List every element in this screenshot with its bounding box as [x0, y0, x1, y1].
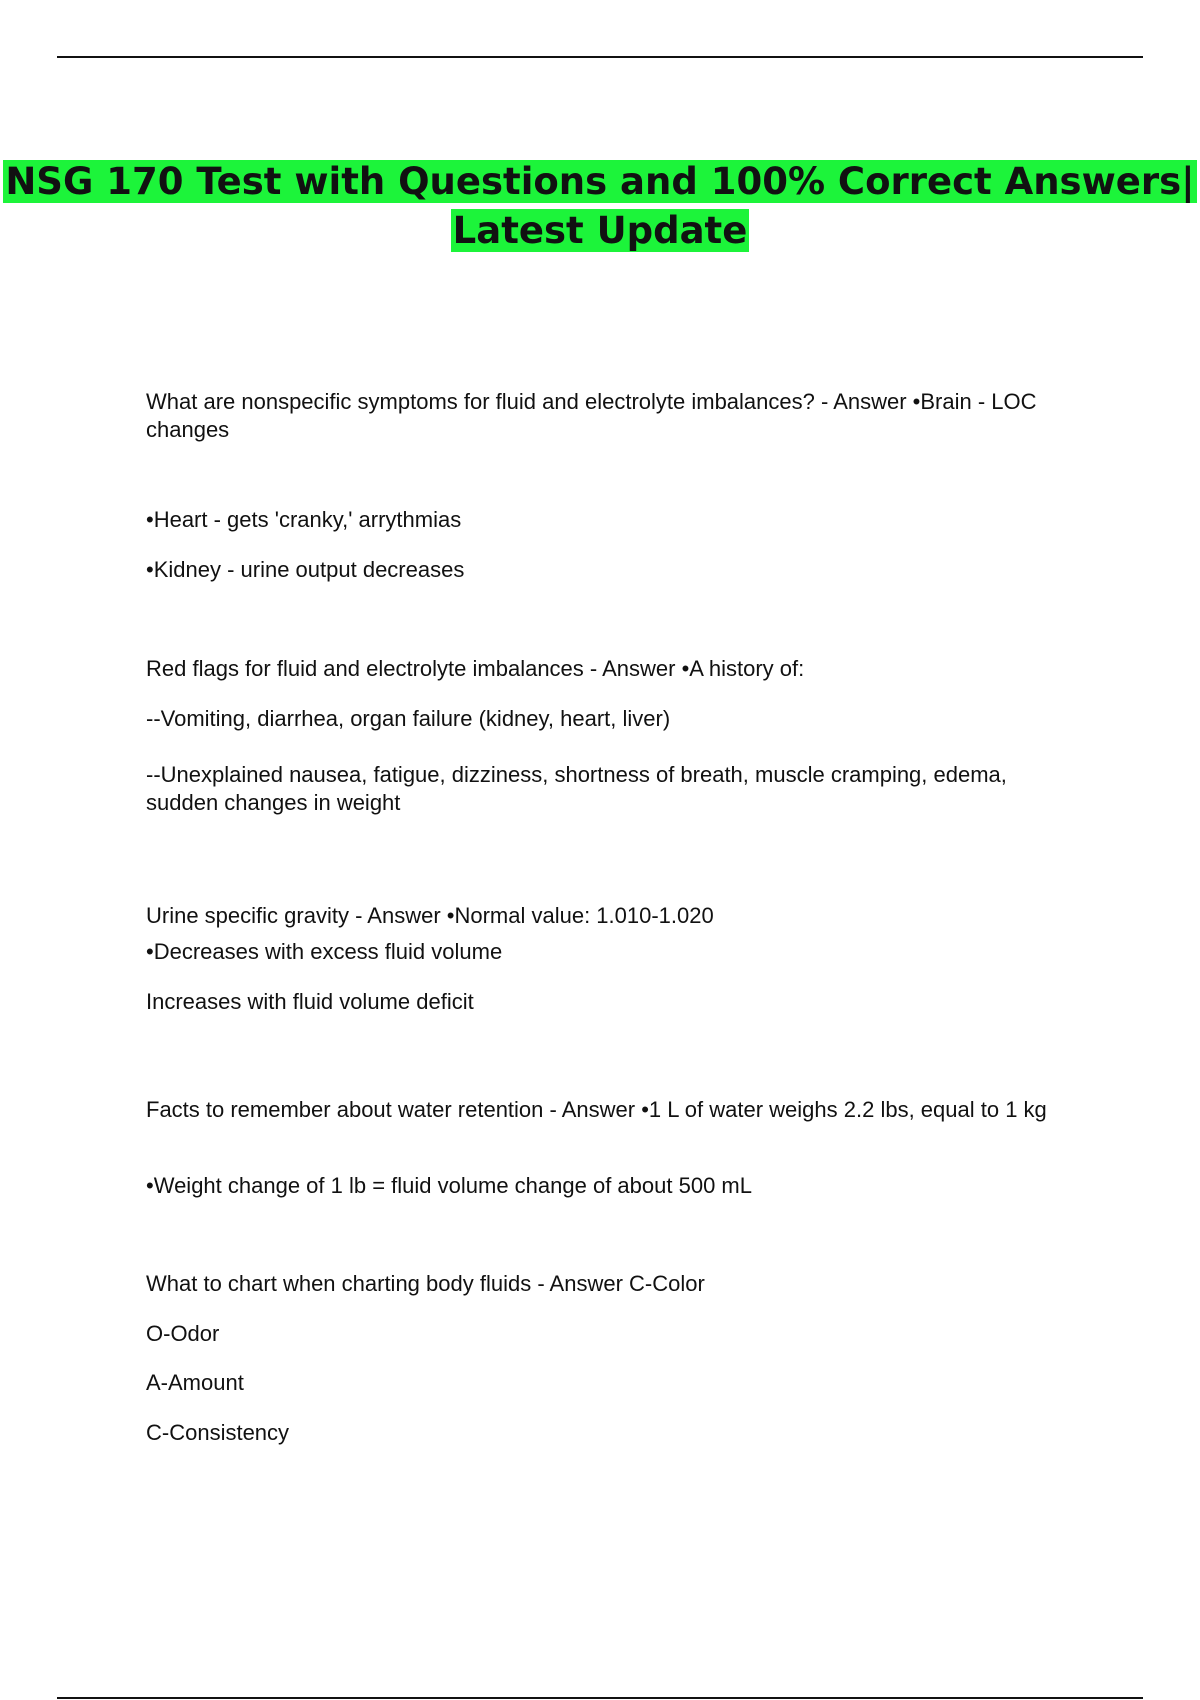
paragraph-increases: Increases with fluid volume deficit — [146, 989, 474, 1014]
paragraph-consistency: C-Consistency — [146, 1420, 290, 1445]
paragraph-q4: Facts to remember about water retention - Answer •1 L of water weighs 2.2 lbs, equal to 1 kg — [146, 1097, 1047, 1122]
paragraph-unexplained: --Unexplained nausea, fatigue, dizziness, shortness of breath, muscle cramping, edema, sudden changes in weight — [146, 762, 1007, 815]
top-rule — [57, 56, 1143, 58]
paragraph-vomiting: --Vomiting, diarrhea, organ failure (kidney, heart, liver) — [146, 706, 671, 731]
paragraph-amount: A-Amount — [146, 1370, 244, 1395]
paragraph-heart: •Heart - gets 'cranky,' arrythmias — [146, 507, 462, 532]
paragraph-q1: What are nonspecific symptoms for fluid and electrolyte imbalances? - Answer •Brain - LOC changes — [146, 389, 1037, 442]
paragraph-q3: Urine specific gravity - Answer •Normal value: 1.010-1.020 — [146, 903, 714, 928]
bottom-rule — [57, 1697, 1143, 1699]
title-text: NSG 170 Test with Questions and 100% Correct Answers| Latest Update — [5, 160, 1195, 252]
paragraph-weight: •Weight change of 1 lb = fluid volume change of about 500 mL — [146, 1173, 752, 1198]
document-title — [0, 157, 1200, 255]
paragraph-odor: O-Odor — [146, 1321, 220, 1346]
paragraph-q2: Red flags for fluid and electrolyte imbalances - Answer •A history of: — [146, 656, 805, 681]
paragraph-decreases: •Decreases with excess fluid volume — [146, 939, 503, 964]
paragraph-q5: What to chart when charting body fluids - Answer C-Color — [146, 1271, 705, 1296]
paragraph-kidney: •Kidney - urine output decreases — [146, 557, 465, 582]
